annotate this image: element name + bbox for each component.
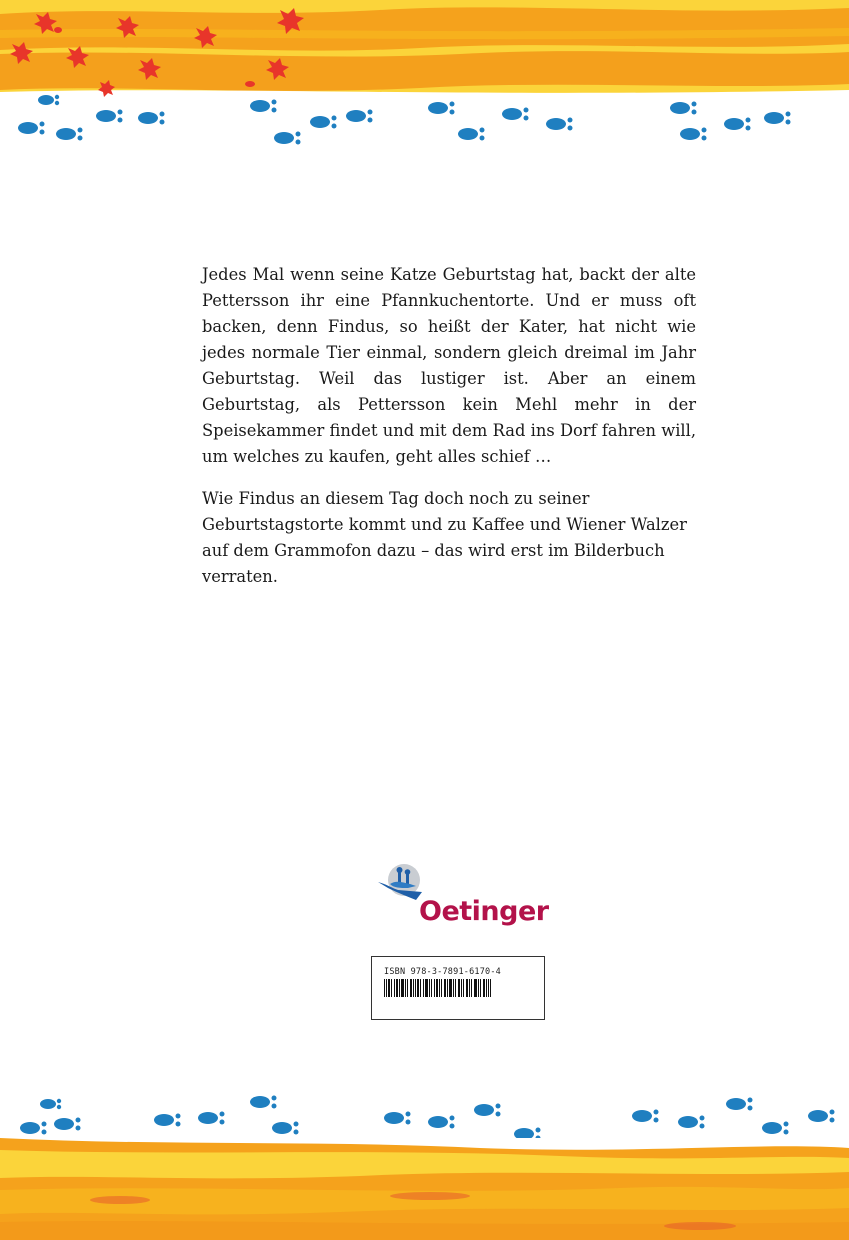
bottom-footprints bbox=[0, 1082, 849, 1144]
bottom-painted-band bbox=[0, 1138, 849, 1240]
publisher-name: Oetinger bbox=[419, 896, 549, 927]
flying-boat-figures-icon bbox=[376, 862, 424, 906]
top-footprints bbox=[0, 92, 849, 152]
blurb-paragraph-2: Wie Findus an diesem Tag doch noch zu seiner Geburtstagstorte kommt und zu Kaffee und Wiener Walzer auf dem Grammofon dazu – das wird erst im Bilderbuch verraten. bbox=[202, 489, 687, 586]
blurb-paragraph-1: Jedes Mal wenn seine Katze Geburtstag hat, backt der alte Pettersson ihr eine Pfannkuchentorte. Und er muss oft backen, denn Findus, so heißt der Kater, hat nicht wie jedes normale Tier einmal, sondern gleich dreimal im Jahr Geburtstag. Weil das lustiger ist. Aber an einem Geburtstag, als Pettersson kein Mehl mehr in der Speisekammer findet und mit dem Rad ins Dorf fahren will, um welches zu kaufen, geht alles schief … bbox=[202, 265, 696, 466]
barcode bbox=[384, 979, 492, 997]
publisher-logo bbox=[372, 862, 552, 934]
back-cover-blurb bbox=[202, 262, 696, 606]
top-painted-band bbox=[0, 0, 849, 100]
isbn-barcode-box bbox=[371, 956, 545, 1020]
isbn-label: ISBN 978-3-7891-6170-4 bbox=[384, 967, 501, 977]
